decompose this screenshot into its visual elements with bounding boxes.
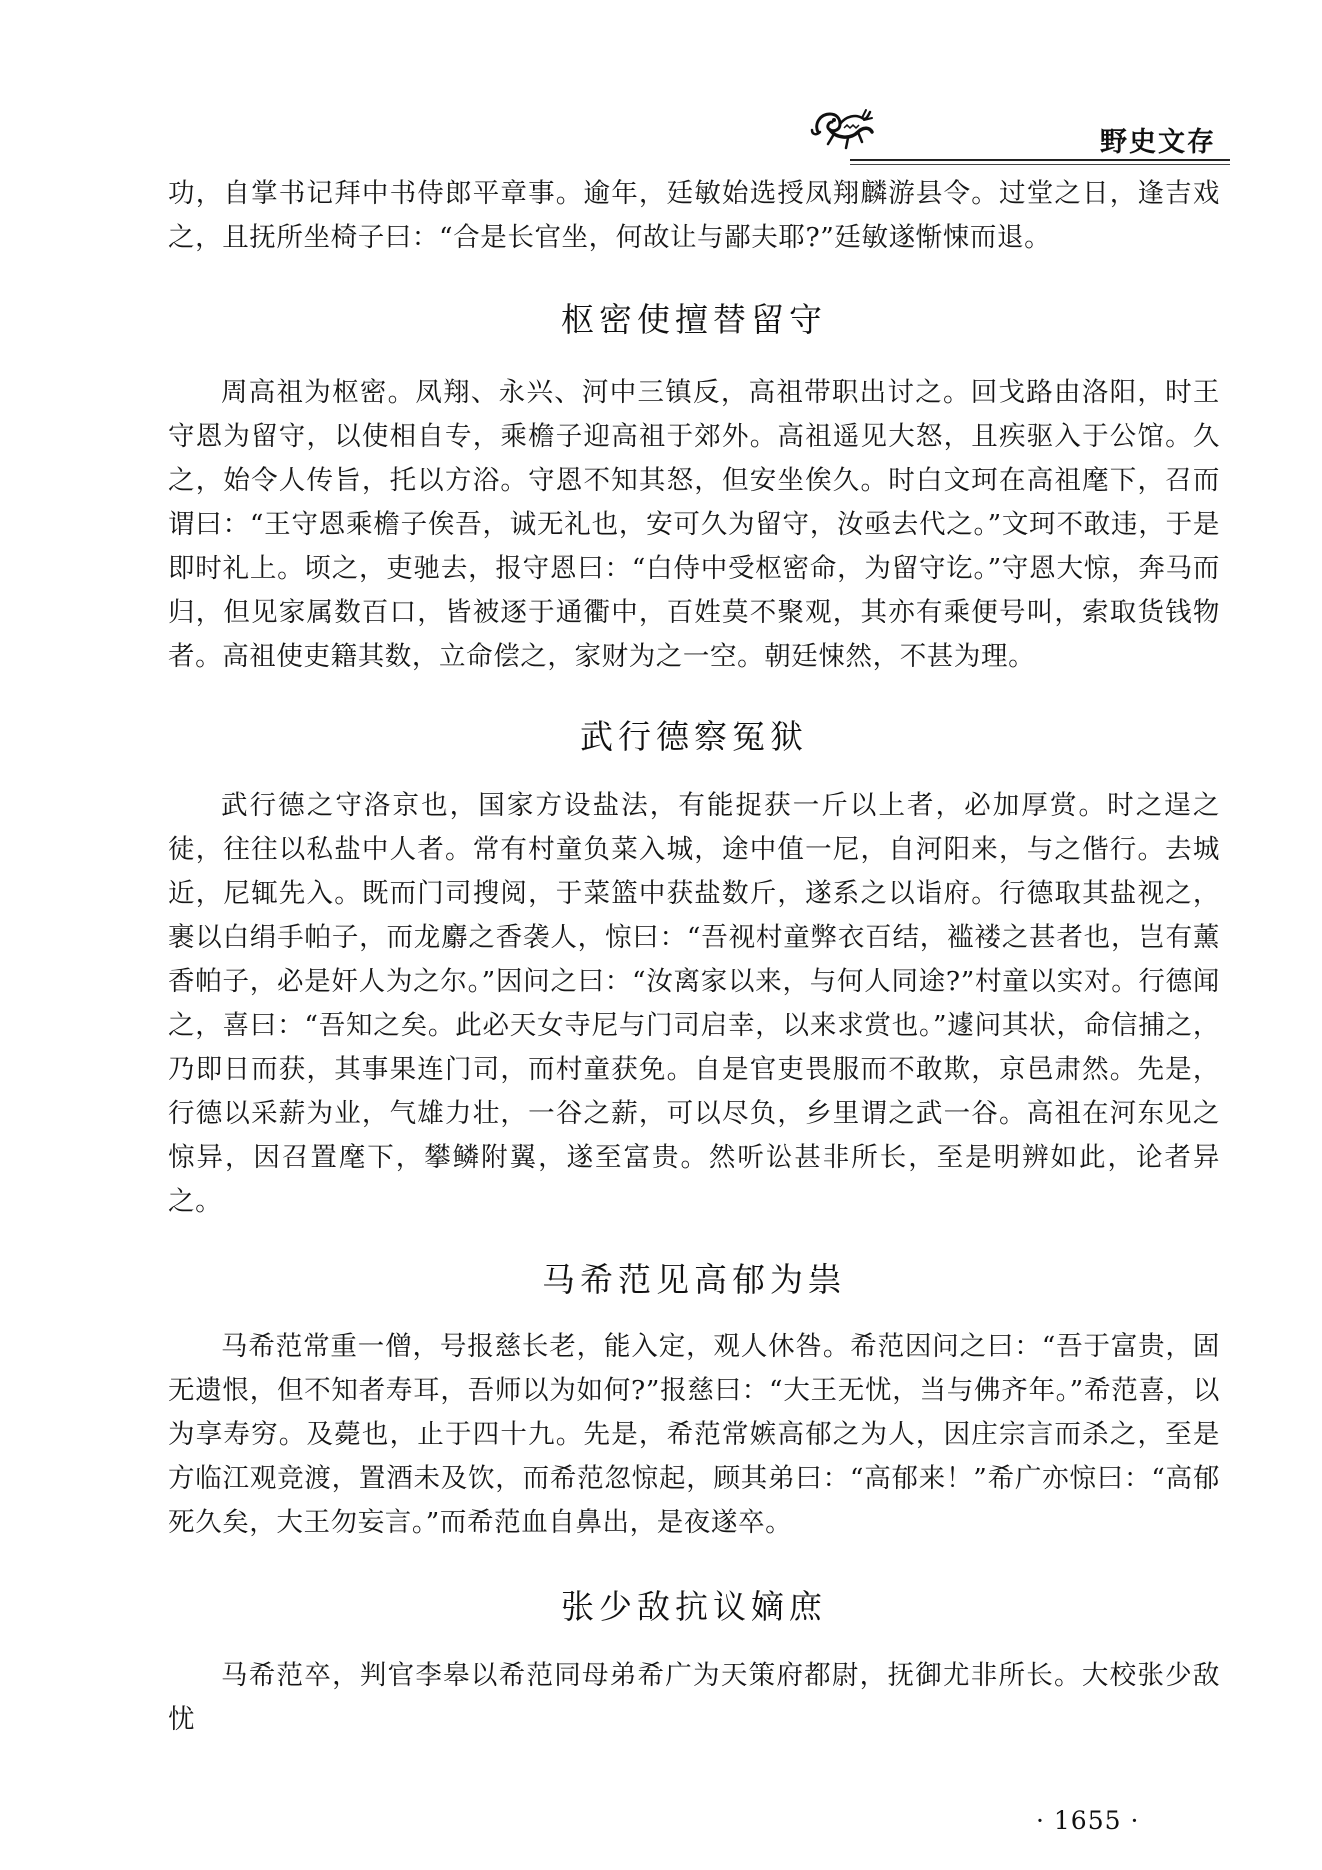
paragraph: 马希范卒，判官李皋以希范同母弟希广为天策府都尉，抚御尤非所长。大校张少敌忧 — [168, 1660, 1220, 1735]
paragraph: 马希范常重一僧，号报慈长老，能入定，观人休咎。希范因问之曰：“吾于富贵，固无遗恨，但不知者寿耳，吾师以为如何?”报慈曰：“大王无忧，当与佛齐年。”希范喜，以为享寿穷。及薨也，止于四十九。先是，希范常嫉高郁之为人，因庄宗言而杀之，至是方临江观竞渡，置酒未及饮，而希范忽惊起，顾其弟曰：“高郁来！”希广亦惊曰：“高郁死久矣，大王勿妄言。”而希范血自鼻出，是夜遂卒。 — [168, 1331, 1220, 1538]
page-number: · 1655 · — [1036, 1806, 1140, 1835]
series-title: 野史文存 — [1100, 127, 1216, 158]
section-heading: 张少敌抗议嫡庶 — [561, 1587, 827, 1626]
section — [168, 294, 1220, 679]
section — [168, 1254, 1220, 1545]
section-heading: 武行德察冤狱 — [580, 717, 808, 756]
paragraph: 功，自掌书记拜中书侍郎平章事。逾年，廷敏始选授凤翔麟游县令。过堂之日，逢吉戏之，且抚所坐椅子曰：“合是长官坐，何故让与鄙夫耶?”廷敏遂惭悚而退。 — [168, 178, 1220, 253]
section — [168, 711, 1220, 1224]
paragraph: 武行德之守洛京也，国家方设盐法，有能捉获一斤以上者，必加厚赏。时之逞之徒，往往以私盐中人者。常有村童负菜入城，途中值一尼，自河阳来，与之偕行。去城近，尼辄先入。既而门司搜阅，于菜篮中获盐数斤，遂系之以诣府。行德取其盐视之，裹以白绢手帕子，而龙麝之香袭人，惊曰：“吾视村童弊衣百结，褴褛之甚者也，岂有薰香帕子，必是奸人为之尔。”因问之曰：“汝离家以来，与何人同途?”村童以实对。行德闻之，喜曰：“吾知之矣。此必天女寺尼与门司启幸，以来求赏也。”遽问其状，命信捕之，乃即日而获，其事果连门司，而村童获免。自是官吏畏服而不敢欺，京邑肃然。先是，行德以采薪为业，气雄力壮，一谷之薪，可以尽负，乡里谓之武一谷。高祖在河东见之惊异，因召置麾下，攀鳞附翼，遂至富贵。然听讼甚非所长，至是明辨如此，论者异之。 — [168, 790, 1220, 1217]
section-continuation — [168, 172, 1220, 260]
header-rule-thin — [850, 164, 1230, 165]
dragon-icon — [810, 102, 876, 154]
header-rule — [850, 159, 1230, 161]
section-heading: 枢密使擅替留守 — [561, 300, 827, 339]
section — [168, 1581, 1220, 1742]
main-text — [168, 172, 1220, 1742]
paragraph: 周高祖为枢密。凤翔、永兴、河中三镇反，高祖带职出讨之。回戈路由洛阳，时王守恩为留守，以使相自专，乘檐子迎高祖于郊外。高祖遥见大怒，且疾驱入于公馆。久之，始令人传旨，托以方浴。守恩不知其怒，但安坐俟久。时白文珂在高祖麾下，召而谓曰：“王守恩乘檐子俟吾，诚无礼也，安可久为留守，汝亟去代之。”文珂不敢违，于是即时礼上。顷之，吏驰去，报守恩曰：“白侍中受枢密命，为留守讫。”守恩大惊，奔马而归，但见家属数百口，皆被逐于通衢中，百姓莫不聚观，其亦有乘便号叫，索取货钱物者。高祖使吏籍其数，立命偿之，家财为之一空。朝廷悚然，不甚为理。 — [168, 377, 1220, 672]
section-heading: 马希范见高郁为祟 — [542, 1260, 846, 1299]
running-header — [810, 98, 1230, 160]
